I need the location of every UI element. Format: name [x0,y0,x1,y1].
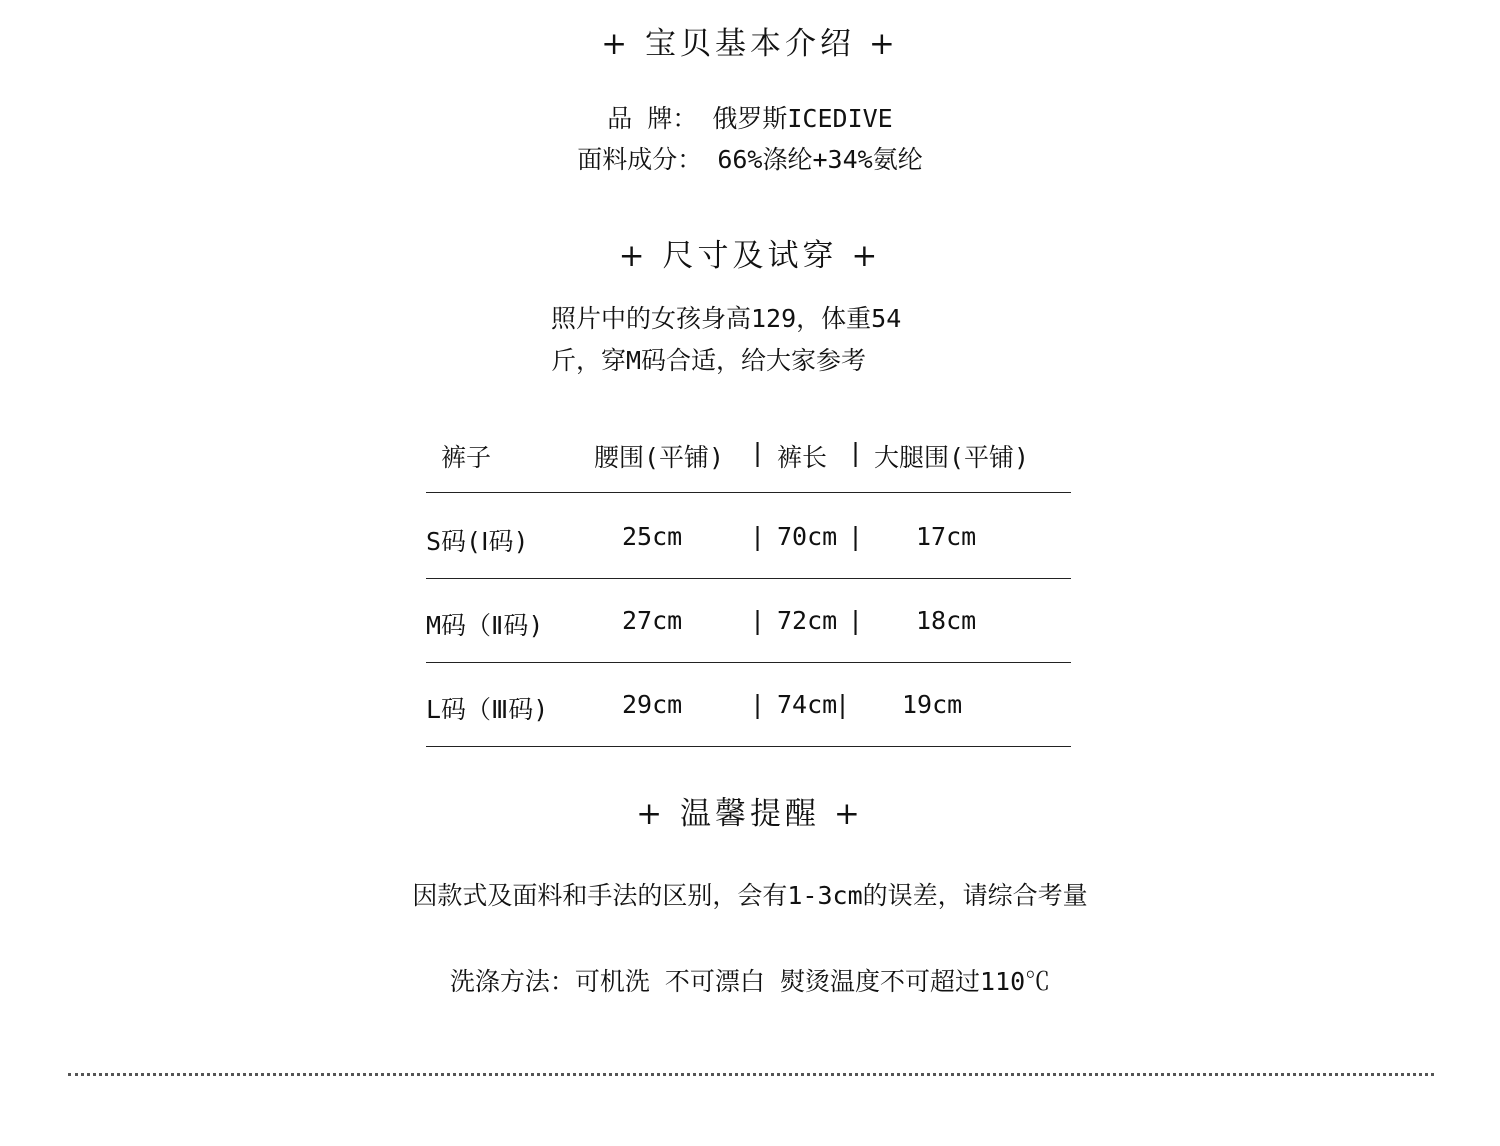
row-waist-cell: 29cm [622,690,683,719]
row-length-cell: 70cm [777,522,838,551]
row-thigh-cell: 19cm [902,690,963,719]
size-heading: + 尺寸及试穿 + [618,238,882,274]
tips-heading: + 温馨提醒 + [636,796,864,832]
row-thigh-cell: 17cm [916,522,977,551]
header-separator: | [848,438,864,467]
table-divider [426,492,1071,493]
dotted-separator [68,1073,1434,1076]
row-size-cell: S码(Ⅰ码) [426,527,529,556]
header-separator: | [750,438,766,467]
header-cell-pants: 裤子 [441,443,492,472]
row-separator: | [750,606,766,635]
tolerance-note: 因款式及面料和手法的区别，会有1-3cm的误差，请综合考量 [412,881,1088,910]
row-separator: | [848,606,864,635]
row-waist-cell: 25cm [622,522,683,551]
table-divider [426,578,1071,579]
intro-heading: + 宝贝基本介绍 + [601,26,899,62]
row-thigh-cell: 18cm [916,606,977,635]
size-note-line1: 照片中的女孩身高129，体重54 [551,304,902,333]
row-size-cell: M码（Ⅱ码) [426,611,544,640]
table-divider [426,662,1071,663]
row-separator: | [835,690,851,719]
row-waist-cell: 27cm [622,606,683,635]
header-cell-thigh: 大腿围(平铺) [874,443,1030,472]
row-size-cell: L码（Ⅲ码) [426,695,549,724]
table-divider [426,746,1071,747]
wash-instructions: 洗涤方法：可机洗 不可漂白 熨烫温度不可超过110℃ [449,967,1051,996]
size-note-line2: 斤，穿M码合适，给大家参考 [551,346,867,375]
brand-line: 品 牌： 俄罗斯ICEDIVE [607,104,893,133]
row-length-cell: 72cm [777,606,838,635]
header-cell-waist: 腰围(平铺) [594,443,725,472]
header-cell-length: 裤长 [777,443,828,472]
row-separator: | [750,522,766,551]
row-separator: | [848,522,864,551]
fabric-line: 面料成分： 66%涤纶+34%氨纶 [577,145,923,174]
row-separator: | [750,690,766,719]
row-length-cell: 74cm [777,690,838,719]
